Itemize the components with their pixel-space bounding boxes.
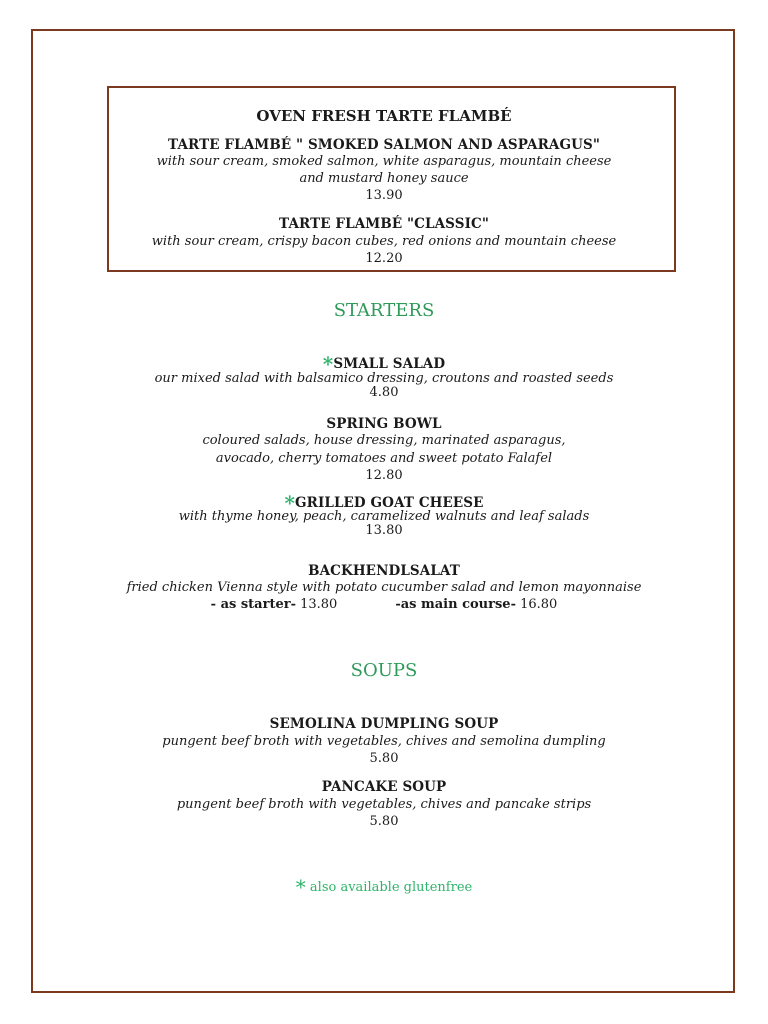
item-description: and mustard honey sauce <box>299 171 469 186</box>
item-description: with thyme honey, peach, caramelized walnuts and leaf salads <box>178 509 590 524</box>
item-price-options <box>0 597 768 612</box>
item-name: SPRING BOWL <box>326 416 442 432</box>
item-price: 5.80 <box>369 814 399 829</box>
item-name: PANCAKE SOUP <box>321 779 447 795</box>
item-description: fried chicken Vienna style with potato cucumber salad and lemon mayonnaise <box>126 580 642 595</box>
item-price: 5.80 <box>369 751 399 766</box>
main-course-option-price: 16.80 <box>520 597 558 612</box>
starter-option-price: 13.80 <box>300 597 338 612</box>
item-description: avocado, cherry tomatoes and sweet potato Falafel <box>215 451 553 466</box>
soups-section-title: SOUPS <box>350 660 418 681</box>
item-name: BACKHENDLSALAT <box>308 563 460 579</box>
item-price: 13.80 <box>365 523 403 538</box>
item-name: TARTE FLAMBÉ " SMOKED SALMON AND ASPARAGUS" <box>168 137 600 153</box>
item-description: pungent beef broth with vegetables, chives and pancake strips <box>176 797 592 812</box>
item-price: 4.80 <box>369 385 399 400</box>
glutenfree-star-icon: * <box>284 491 295 515</box>
starter-option-label: - as starter- <box>210 597 296 612</box>
glutenfree-footnote <box>0 875 768 899</box>
item-name: SEMOLINA DUMPLING SOUP <box>269 716 499 732</box>
main-course-option-label: -as main course- <box>395 597 516 612</box>
item-description: with sour cream, smoked salmon, white asparagus, mountain cheese <box>156 154 612 169</box>
item-description: our mixed salad with balsamico dressing, croutons and roasted seeds <box>154 371 614 386</box>
tarte-section-title: OVEN FRESH TARTE FLAMBÉ <box>256 107 512 125</box>
glutenfree-star-icon: * <box>295 875 306 899</box>
item-name: SMALL SALAD <box>333 356 446 372</box>
item-name: GRILLED GOAT CHEESE <box>295 495 484 511</box>
item-name: TARTE FLAMBÉ "CLASSIC" <box>279 216 489 232</box>
item-description: with sour cream, crispy bacon cubes, red onions and mountain cheese <box>151 234 617 249</box>
item-price: 12.80 <box>365 468 403 483</box>
item-description: coloured salads, house dressing, marinated asparagus, <box>202 433 566 448</box>
starters-section-title: STARTERS <box>333 300 435 321</box>
footnote-text: also available glutenfree <box>309 880 473 895</box>
item-price: 13.90 <box>365 188 403 203</box>
item-price: 12.20 <box>365 251 403 266</box>
glutenfree-star-icon: * <box>322 352 334 376</box>
item-description: pungent beef broth with vegetables, chives and semolina dumpling <box>162 734 606 749</box>
